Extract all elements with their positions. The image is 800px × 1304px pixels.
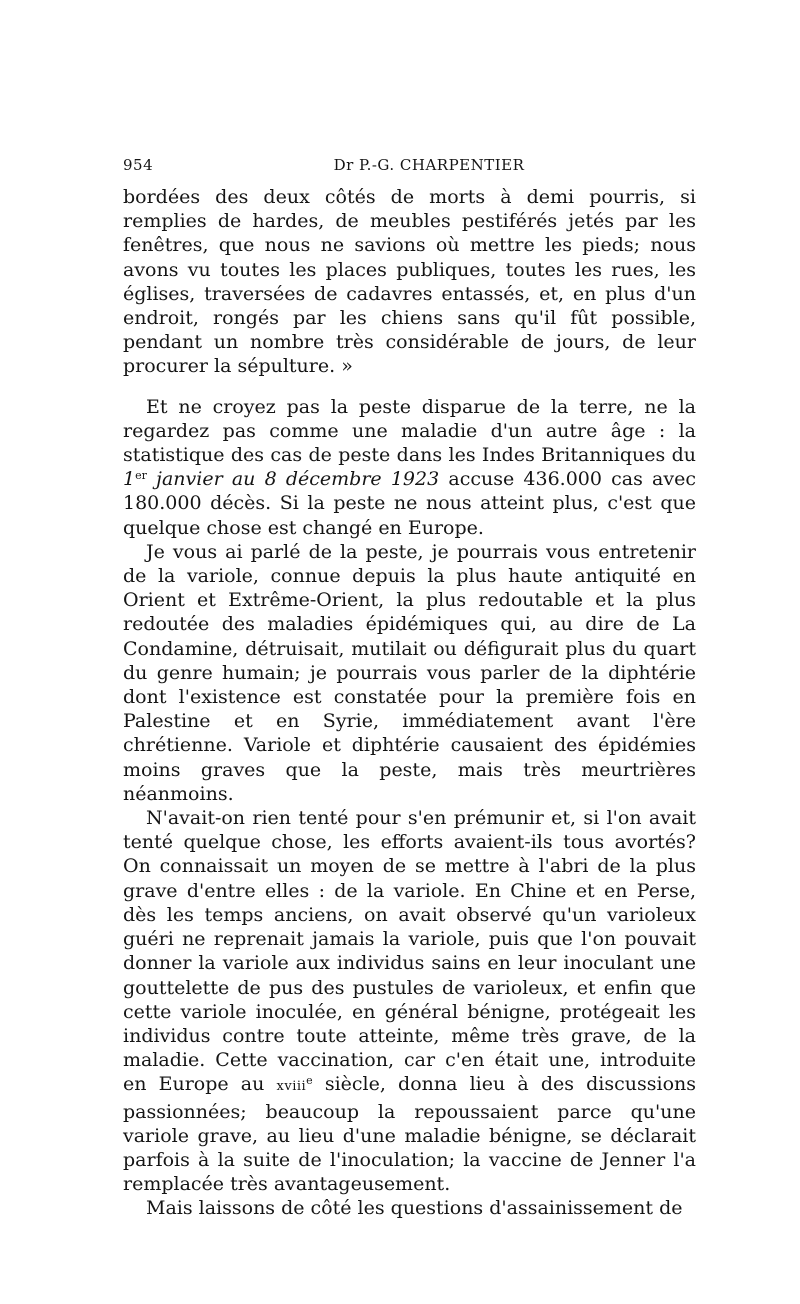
paragraph-final-line: Mais laissons de côté les questions d'assainissement de xyxy=(146,1197,683,1220)
paragraph-text: N'avait-on rien tenté pour s'en prémunir et, si l'on avait tenté quelque chose, les efforts avaient-ils tous avortés? On connaissait un moyen de se mettre à l'abri de la plus grave d'entre elles : de la variole. En Chine et en Perse, dès les temps anciens, on avait observé qu'un varioleux guéri ne reprenait jamais la variole, puis que l'on pouvait donner la variole aux individus sains en leur inoculant une gouttelette de pus des pustules de varioleux, et enfin que cette variole inoculée, en général bénigne, protégeait les individus contre toute atteinte, même très grave, de la maladie. Cette vaccination, car c'en était une, introduite en Europe au xyxy=(123,807,696,1096)
page-number: 954 xyxy=(123,156,154,174)
paragraph-continued: bordées des deux côtés de morts à demi pourris, si remplies de hardes, de meubles pestiférés jetés par les fenêtres, que nous ne savions où mettre les pieds; nous avons vu toutes les places publiques, toutes les rues, les églises, traversées de cadavres entassés, et, en plus d'un endroit, rongés par les chiens sans qu'il fût possible, pendant un nombre très considérable de jours, de leur procurer la sépulture. » xyxy=(123,186,696,378)
paragraph-text: siècle, donna lieu à des discussions passionnées; beaucoup la repoussaient parce qu'une variole grave, au lieu d'une maladie bénigne, se déclarait parfois à la suite de l'inoculation; la vaccine de Jenner l'a remplacée très avantageusement. xyxy=(123,1073,696,1196)
paragraph-text: accuse 436.000 cas avec 180.000 décès. Si la peste ne nous atteint plus, c'est que quelque chose est changé en Europe. xyxy=(123,468,696,539)
running-head: Dr P.-G. CHARPENTIER xyxy=(333,156,525,174)
paragraph-text: Et ne croyez pas la peste disparue de la terre, ne la regardez pas comme une maladie d'un autre âge : la statistique des cas de peste dans les Indes Britanniques du xyxy=(123,395,696,467)
date-range-start: 1 xyxy=(123,468,136,491)
body-text xyxy=(123,185,696,1221)
page-header xyxy=(123,156,695,180)
paragraph-variola-diphtheria: Je vous ai parlé de la peste, je pourrais vous entretenir de la variole, connue depuis la plus haute antiquité en Orient et Extrême-Orient, la plus redoutable et la plus redoutée des maladies épidémiques qui, au dire de La Condamine, détruisait, mutilait ou défigurait plus du quart du genre humain; je pourrais vous parler de la diphtérie dont l'existence est constatée pour la première fois en Palestine et en Syrie, immédiatement avant l'ère chrétienne. Variole et diphtérie causaient des épidémies moins graves que la peste, mais très meurtrières néanmoins. xyxy=(123,540,696,805)
ordinal-superscript: e xyxy=(306,1074,313,1088)
ordinal-superscript: er xyxy=(135,469,147,483)
date-range-end: janvier au 8 décembre 1923 xyxy=(146,468,440,491)
paragraph-inoculation xyxy=(123,806,696,1196)
paragraph-plague-statistics xyxy=(123,395,696,540)
century-numeral: xviii xyxy=(276,1079,307,1095)
